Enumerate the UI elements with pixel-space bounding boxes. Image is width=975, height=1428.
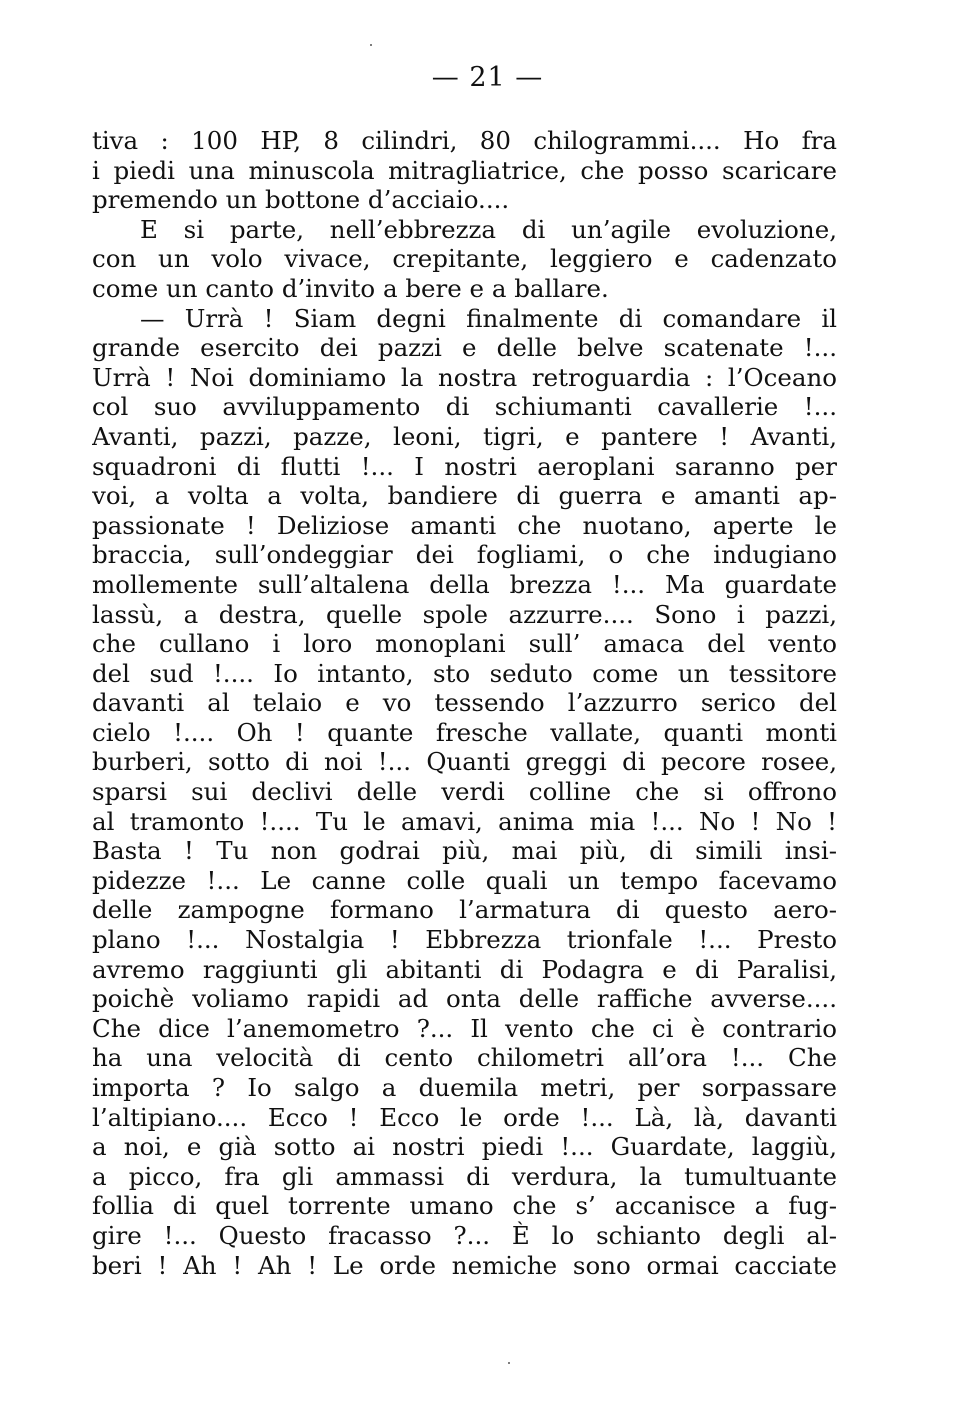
text-line: beri ! Ah ! Ah ! Le orde nemiche sono ormai cacciate (92, 1250, 837, 1280)
paper-speck (370, 44, 372, 46)
text-line: delle zampogne formano l’armatura di questo aero- (92, 895, 837, 925)
page-number: — 21 — (431, 62, 544, 93)
text-line: a noi, e già sotto ai nostri piedi !... Guardate, laggiù, (92, 1132, 837, 1162)
text-line: plano !... Nostalgia ! Ebbrezza trionfale !... Presto (92, 925, 837, 955)
text-line: Che dice l’anemometro ?... Il vento che ci è contrario (92, 1013, 837, 1043)
text-line: avremo raggiunti gli abitanti di Podagra e di Paralisi, (92, 954, 837, 984)
text-line: Avanti, pazzi, pazze, leoni, tigri, e pantere ! Avanti, (92, 421, 837, 451)
text-line: col suo avviluppamento di schiumanti cavallerie !... (92, 392, 837, 422)
text-line: sparsi sui declivi delle verdi colline che si offrono (92, 777, 837, 807)
paper-speck (508, 1362, 510, 1364)
text-line: grande esercito dei pazzi e delle belve scatenate !... (92, 333, 837, 363)
text-line: braccia, sull’ondeggiar dei fogliami, o che indugiano (92, 540, 837, 570)
text-line: al tramonto !.... Tu le amavi, anima mia !... No ! No ! (92, 806, 837, 836)
text-line: l’altipiano.... Ecco ! Ecco le orde !... Là, là, davanti (92, 1102, 837, 1132)
text-line: importa ? Io salgo a duemila metri, per sorpassare (92, 1073, 837, 1102)
text-line: che cullano i loro monoplani sull’ amaca del vento (92, 629, 837, 659)
text-line: premendo un bottone d’acciaio.... (92, 185, 510, 215)
text-line: squadroni di flutti !... I nostri aeroplani saranno per (92, 451, 837, 481)
text-line: ha una velocità di cento chilometri all’ora !... Che (92, 1043, 837, 1073)
text-line: Basta ! Tu non godrai più, mai più, di simili insi- (92, 836, 837, 866)
text-line: poichè voliamo rapidi ad onta delle raffiche avverse.... (92, 984, 837, 1014)
text-line: burberi, sotto di noi !... Quanti greggi di pecore rosee, (92, 747, 837, 777)
text-line: del sud !.... Io intanto, sto seduto come un tessitore (92, 658, 837, 688)
text-line: gire !... Questo fracasso ?... È lo schianto degli al- (92, 1220, 837, 1250)
text-line: passionate ! Deliziose amanti che nuotano, aperte le (92, 510, 837, 540)
text-line: a picco, fra gli ammassi di verdura, la tumultuante (92, 1161, 837, 1191)
body-text (92, 126, 837, 1280)
text-line: pidezze !... Le canne colle quali un tempo facevamo (92, 865, 837, 895)
text-line: E si parte, nell’ebbrezza di un’agile evoluzione, (140, 214, 837, 244)
text-line: cielo !.... Oh ! quante fresche vallate, quanti monti (92, 717, 837, 747)
text-line: — Urrà ! Siam degni finalmente di comandare il (140, 303, 837, 333)
text-line: con un volo vivace, crepitante, leggiero e cadenzato (92, 244, 837, 274)
text-line: tiva : 100 HP, 8 cilindri, 80 chilogrammi.... Ho fra (92, 126, 837, 155)
text-line: Urrà ! Noi dominiamo la nostra retroguardia : l’Oceano (92, 362, 837, 392)
text-line: i piedi una minuscola mitragliatrice, che posso scaricare (92, 155, 837, 185)
text-line: mollemente sull’altalena della brezza !... Ma guardate (92, 569, 837, 599)
text-line: come un canto d’invito a bere e a ballare. (92, 273, 609, 303)
text-line: davanti al telaio e vo tessendo l’azzurro serico del (92, 688, 837, 718)
text-line: follia di quel torrente umano che s’ accanisce a fug- (92, 1191, 837, 1221)
text-line: voi, a volta a volta, bandiere di guerra e amanti ap- (92, 481, 837, 511)
text-line: lassù, a destra, quelle spole azzurre.... Sono i pazzi, (92, 599, 837, 629)
